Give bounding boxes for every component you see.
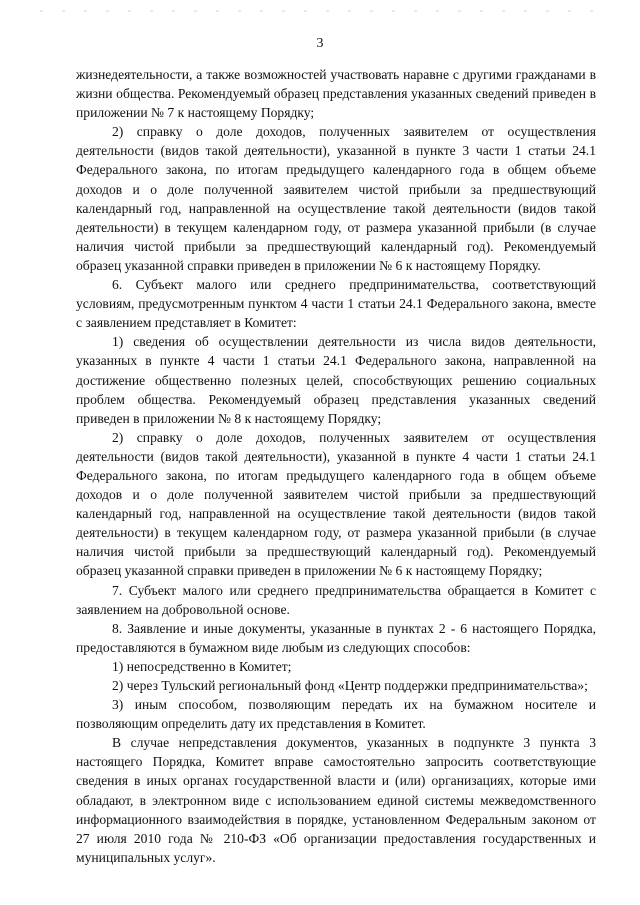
paragraph: 1) сведения об осуществлении деятельности из числа видов деятельности, указанных в пункте 4 части 1 статьи 24.1 Федерального закона, направленной на достижение общественно полезных целей, способствующих решению социальных проблем общества. Рекомендуемый образец представления указанных сведений приведен в приложении № 8 к настоящему Порядку; <box>76 334 596 426</box>
page-number: 3 <box>316 36 324 51</box>
paragraph: 2) через Тульский региональный фонд «Центр поддержки предпринимательства»; <box>112 678 588 693</box>
document-body <box>76 65 596 867</box>
paragraph: 7. Субъект малого или среднего предпринимательства обращается в Комитет с заявлением на добровольной основе. <box>76 582 596 617</box>
paragraph: 2) справку о доле доходов, полученных заявителем от осуществления деятельности (видов такой деятельности), указанной в пункте 4 части 1 статьи 24.1 Федерального закона, по итогам предыдущего календарного года в общем объеме доходов и о доле полученной заявителем чистой прибыли за предшествующий календарный год, направленной на осуществление такой деятельности (видов такой деятельности) в текущем календарном году, от размера указанной прибыли (в случае наличия чистой прибыли за предшествующий календарный год). Рекомендуемый образец указанной справки приведен в приложении № 6 к настоящему Порядку; <box>76 429 596 579</box>
paragraph: 2) справку о доле доходов, полученных заявителем от осуществления деятельности (видов такой деятельности), указанной в пункте 3 части 1 статьи 24.1 Федерального закона, по итогам предыдущего календарного года в общем объеме доходов и о доле полученной заявителем чистой прибыли за предшествующий календарный год, направленной на осуществление такой деятельности (видов такой деятельности) в текущем календарном году, от размера указанной прибыли (в случае наличия чистой прибыли за предшествующий календарный год). Рекомендуемый образец указанной справки приведен в приложении № 6 к настоящему Порядку. <box>76 124 596 273</box>
scan-artifact <box>40 10 600 12</box>
paragraph: 3) иным способом, позволяющим передать их на бумажном носителе и позволяющим определить дату их представления в Комитет. <box>76 697 596 732</box>
paragraph: жизнедеятельности, а также возможностей участвовать наравне с другими гражданами в жизни общества. Рекомендуемый образец представления указанных сведений приведен в приложении № 7 к настоящему Порядку; <box>76 67 596 121</box>
paragraph: 6. Субъект малого или среднего предпринимательства, соответствующий условиям, предусмотренным пунктом 4 части 1 статьи 24.1 Федерального закона, вместе с заявлением представляет в Комитет: <box>76 277 596 331</box>
paragraph: 1) непосредственно в Комитет; <box>112 658 292 674</box>
paragraph: В случае непредставления документов, указанных в подпункте 3 пункта 3 настоящего Порядка, Комитет вправе самостоятельно запросить соответствующие сведения в иных органах государственной власти и (или) организациях, которые ими обладают, в электронном виде с использованием единой системы межведомственного информационного взаимодействия в порядке, установленном Федеральным законом от 27 июля 2010 года № 210-ФЗ «Об организации предоставления государственных и муниципальных услуг». <box>76 735 596 865</box>
paragraph: 8. Заявление и иные документы, указанные в пунктах 2 - 6 настоящего Порядка, предоставляются в бумажном виде любым из следующих способов: <box>76 620 596 655</box>
